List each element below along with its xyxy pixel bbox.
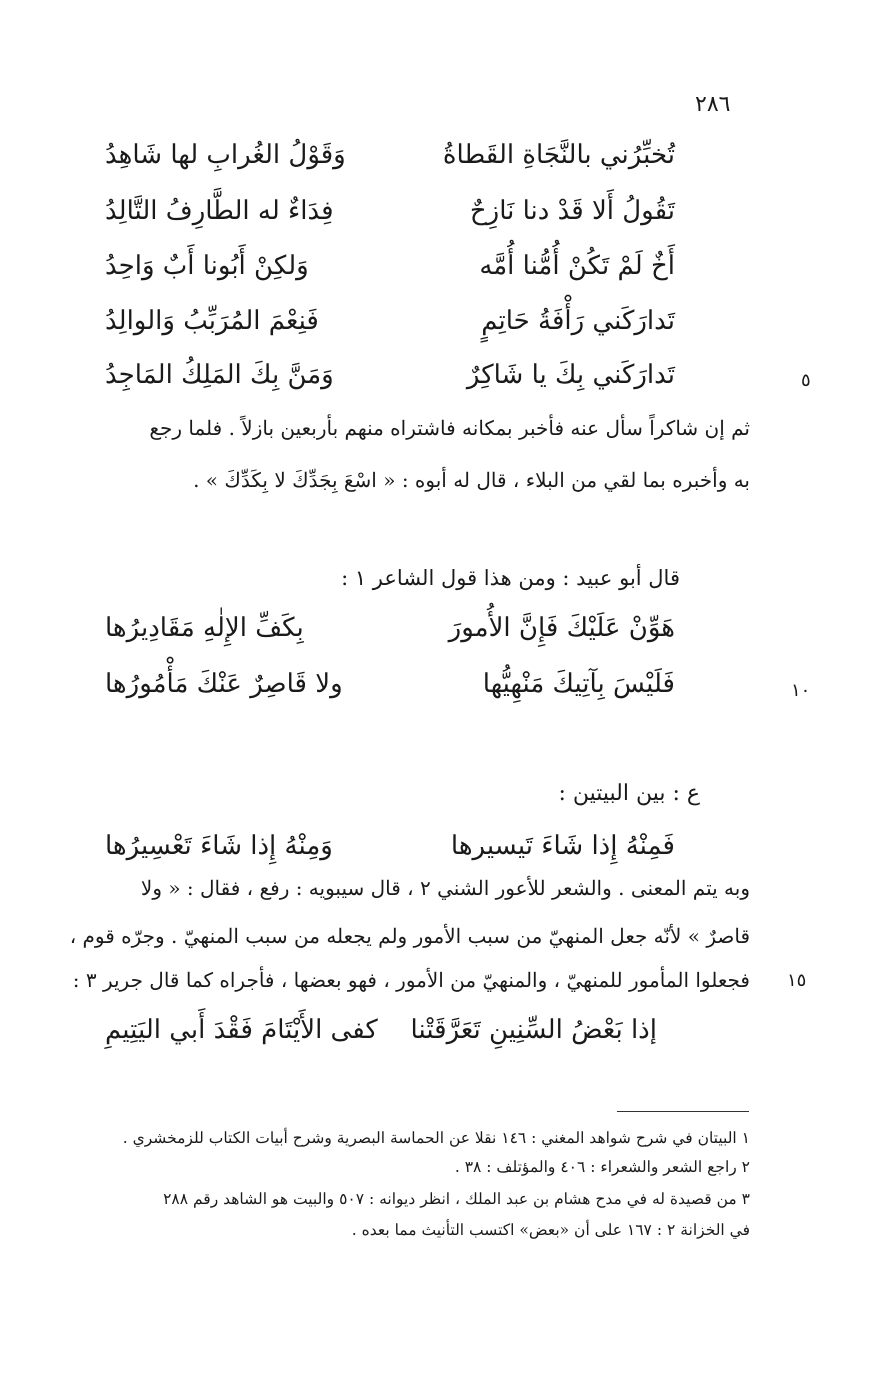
verse-line xyxy=(105,135,675,179)
verse-line xyxy=(105,826,675,870)
verse-second-hemistich: فَنِعْمَ المُرَبِّبُ وَالوالِدُ xyxy=(105,306,319,336)
prose-line: به وأخبره بما لقي من البلاء ، قال له أبوه : « اسْعَ بِجَدِّكَ لا بِكَدِّكَ » . xyxy=(193,468,750,492)
prose-line: ثم إن شاكراً سأل عنه فأخبر بمكانه فاشتراه منهم بأربعين بازلاً . فلما رجع xyxy=(149,416,750,440)
verse-line xyxy=(105,355,675,399)
verse-second-hemistich: ولا قَاصِرٌ عَنْكَ مَأْمُورُها xyxy=(105,669,343,699)
verse-second-hemistich: وَلكِنْ أَبُونا أَبٌ وَاحِدُ xyxy=(105,251,309,281)
prose-line: فجعلوا المأمور للمنهيّ ، والمنهيّ من الأمور ، فهو بعضها ، فأجراه كما قال جرير ٣ : xyxy=(72,968,750,992)
verse-second-hemistich: فِدَاءٌ له الطَّارِفُ التَّالِدُ xyxy=(105,196,334,226)
speaker-line: قال أبو عبيد : ومن هذا قول الشاعر ١ : xyxy=(341,566,680,590)
verse-second-hemistich: كفى الأَيْتَامَ فَقْدَ أَبي اليَتِيمِ xyxy=(105,1015,378,1045)
prose-line: قاصرٌ » لأنّه جعل المنهيّ من سبب الأمور ولم يجعله من سبب المنهيّ . وجرّه قوم ، xyxy=(69,924,750,948)
footnote: ٢ راجع الشعر والشعراء : ٤٠٦ والمؤتلف : ٣٨ . xyxy=(454,1158,750,1176)
footnote: ١ البيتان في شرح شواهد المغني : ١٤٦ نقلا عن الحماسة البصرية وشرح أبيات الكتاب للزمخشري . xyxy=(122,1129,750,1147)
verse-first-hemistich: فَمِنْهُ إِذا شَاءَ تَيسيرها xyxy=(450,831,675,861)
verse-first-hemistich: فَلَيْسَ بِآتِيكَ مَنْهِيُّها xyxy=(482,669,675,699)
verse-first-hemistich: تَقُولُ أَلا قَدْ دنا نَازِحٌ xyxy=(469,196,675,226)
verse-first-hemistich: إذا بَعْضُ السِّنِينِ تَعَرَّقَتْنا xyxy=(410,1015,657,1045)
verse-line xyxy=(105,664,675,708)
verse-second-hemistich: بِكَفِّ الإِلٰهِ مَقَادِيرُها xyxy=(105,613,304,643)
line-number: ١٥ xyxy=(787,970,807,991)
verse-line xyxy=(105,246,675,290)
verse-line xyxy=(105,301,675,345)
line-number: ١٠ xyxy=(791,680,811,701)
verse-second-hemistich: وَقَوْلُ الغُرابِ لها شَاهِدُ xyxy=(105,140,346,170)
footnote-separator xyxy=(617,1111,749,1112)
verse-first-hemistich: تُخبِّرُني بالنَّجَاةِ القَطاةُ xyxy=(442,140,675,170)
verse-second-hemistich: وَمَنَّ بِكَ المَلِكُ المَاجِدُ xyxy=(105,360,334,390)
verse-first-hemistich: هَوِّنْ عَلَيْكَ فَإِنَّ الأُمورَ xyxy=(448,613,675,643)
footnote: في الخزانة ٢ : ١٦٧ على أن «بعض» اكتسب التأنيث مما بعده . xyxy=(351,1221,750,1239)
footnote: ٣ من قصيدة له في مدح هشام بن عبد الملك ، انظر ديوانه : ٥٠٧ والبيت هو الشاهد رقم ٢٨٨ xyxy=(163,1190,750,1208)
prose-line: وبه يتم المعنى . والشعر للأعور الشني ٢ ، قال سيبويه : رفع ، فقال : « ولا xyxy=(140,876,750,900)
between-label: ع : بين البيتين : xyxy=(558,781,700,806)
page-number: ٢٨٦ xyxy=(695,92,731,117)
verse-line xyxy=(105,1010,657,1054)
verse-line xyxy=(105,191,675,235)
verse-first-hemistich: تَدارَكَني رَأْفَةُ حَاتِمٍ xyxy=(481,306,675,336)
verse-line xyxy=(105,608,675,652)
verse-first-hemistich: أَخٌ لَمْ تَكُنْ أُمُّنا أُمَّه xyxy=(479,251,675,281)
verse-second-hemistich: وَمِنْهُ إِذا شَاءَ تَعْسِيرُها xyxy=(105,831,333,861)
verse-first-hemistich: تَدارَكَني بِكَ يا شَاكِرٌ xyxy=(466,360,675,390)
line-number: ٥ xyxy=(801,370,811,391)
